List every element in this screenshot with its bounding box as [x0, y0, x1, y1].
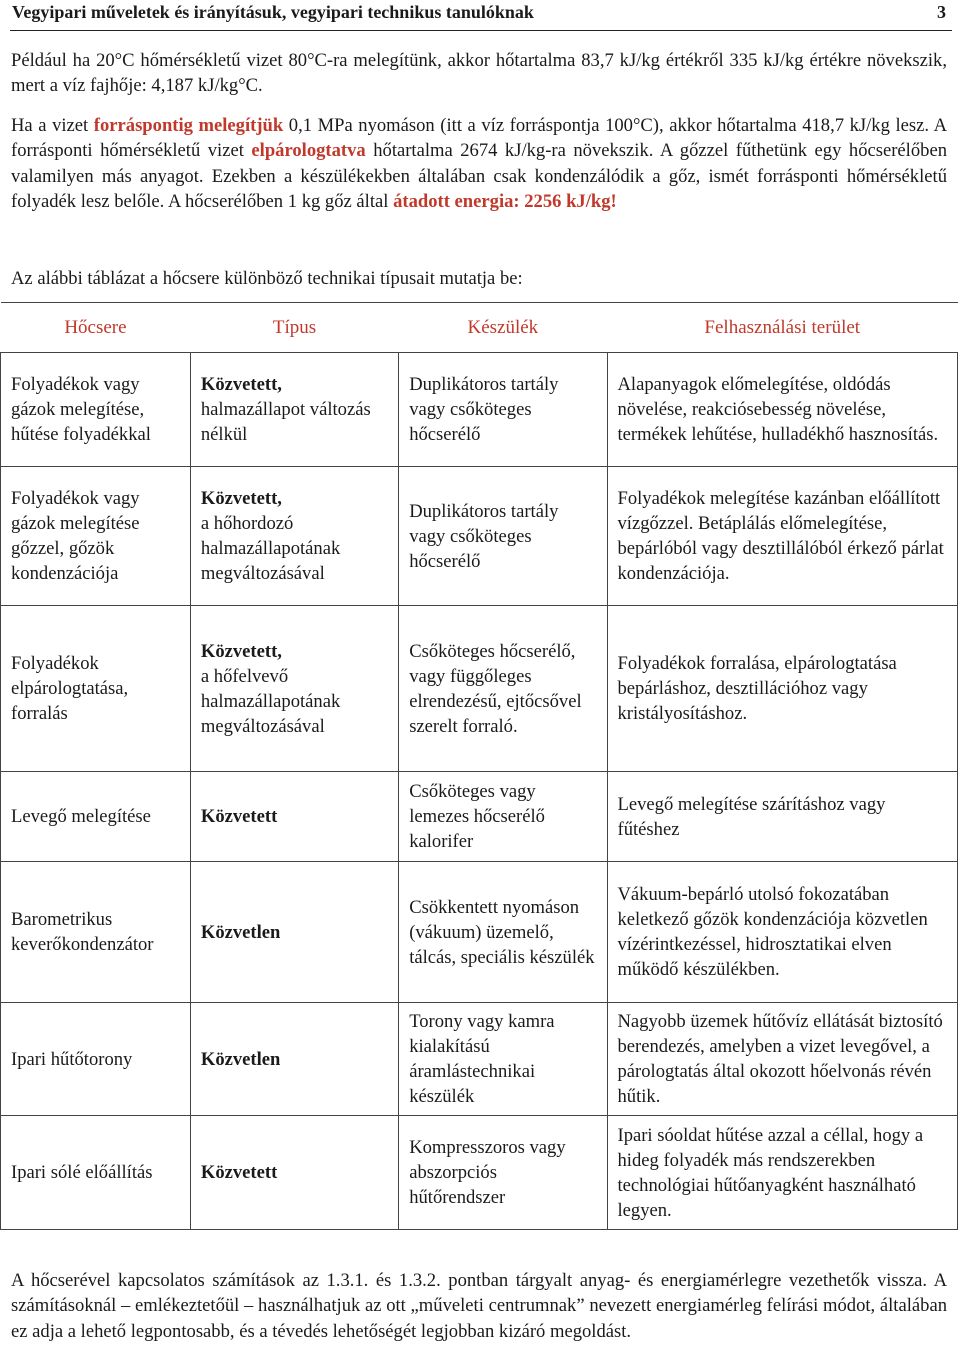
tipus-bold: Közvetett, [200, 488, 282, 509]
cell-tipus: Közvetlen [190, 862, 398, 1003]
table-row [1, 862, 958, 1003]
table-row [1, 467, 958, 606]
paragraph-intro: Például ha 20°C hőmérsékletű vizet 80°C-ra melegítünk, akkor hőtartalma 83,7 kJ/kg értékről 335 kJ/kg értékre növekszik, mert a víz fajhője: 4,187 kJ/kg°C. [11, 50, 947, 97]
cell-tipus: Közvetlen [190, 1003, 398, 1116]
cell-terulet: Folyadékok melegítése kazánban előállított vízgőzzel. Betáplálás előmelegítése, bepárlóból vagy desztillálóból érkező párlat kondenzációja. [607, 467, 958, 606]
page-header [10, 0, 952, 31]
tipus-bold: Közvetett, [200, 374, 282, 395]
table-row [1, 606, 958, 772]
cell-hocsere: Levegő melegítése [1, 772, 191, 862]
cell-hocsere: Barometrikus keverőkondenzátor [1, 862, 191, 1003]
cell-hocsere: Ipari hűtőtorony [1, 1003, 191, 1116]
cell-terulet: Nagyobb üzemek hűtővíz ellátását biztosító berendezés, amelyben a vizet levegővel, a párologtatás által okozott hőelvonás révén hűtik. [607, 1003, 958, 1116]
column-header-terulet: Felhasználási terület [607, 303, 958, 353]
table-row [1, 353, 958, 467]
heat-exchange-table [0, 302, 958, 1230]
cell-tipus: Közvetett [190, 772, 398, 862]
cell-keszulek: Torony vagy kamra kialakítású áramlástechnikai készülék [399, 1003, 607, 1116]
highlight-evaporating: elpárologtatva [251, 140, 366, 162]
tipus-rest: a hőhordozó halmazállapotának megváltozásával [200, 513, 341, 584]
cell-terulet: Folyadékok forralása, elpárologtatása bepárláshoz, desztillációhoz vagy kristályosításhoz. [607, 606, 958, 772]
highlight-boiling: forráspontig melegítjük [93, 115, 284, 136]
text-span: Ha a vizet [11, 115, 94, 136]
cell-tipus: Közvetett [190, 1116, 398, 1230]
paragraph-boiling [11, 113, 947, 215]
text-span: hőtartalma 2674 kJ/kg-ra növekszik. A gőzzel fűthetünk egy hőcserélőben valamilyen más anyagot. Ezekben a készülékekben általában csak kondenzálódik a gőz, ismét forrásponti hőmérsékletű folyadék lesz belőle. A hőcserélőben 1 kg gőz által [11, 140, 947, 213]
tipus-bold: Közvetett, [200, 640, 282, 662]
tipus-rest: halmazállapot változás nélkül [200, 399, 371, 445]
cell-keszulek: Duplikátoros tartály vagy csőköteges hőcserélő [399, 467, 607, 606]
header-title: Vegyipari műveletek és irányításuk, vegyipari technikus tanulóknak [12, 2, 534, 22]
highlight-energy: átadott energia: 2256 kJ/kg! [393, 191, 617, 213]
table-header-row [1, 303, 958, 353]
cell-keszulek: Duplikátoros tartály vagy csőköteges hőcserélő [399, 353, 607, 467]
cell-terulet: Vákuum-bepárló utolsó fokozatában keletkező gőzök kondenzációja közvetlen vízérintkezéssel, hidrosztatikai elven működő készülékben. [607, 862, 958, 1003]
text-span: 0,1 MPa nyomáson (itt a víz forráspontja 100°C), akkor hőtartalma 418,7 kJ/kg lesz. A forrásponti hőmérsékletű vizet [11, 115, 947, 162]
column-header-tipus: Típus [190, 303, 398, 353]
cell-hocsere: Folyadékok elpárologtatása, forralás [1, 606, 191, 772]
cell-terulet: Ipari sóoldat hűtése azzal a céllal, hogy a hideg folyadék más rendszerekben technológiai hűtőanyagként használható legyen. [607, 1116, 958, 1230]
column-header-keszulek: Készülék [399, 303, 607, 353]
cell-hocsere: Folyadékok vagy gázok melegítése, hűtése folyadékkal [1, 353, 191, 467]
cell-terulet: Levegő melegítése szárításhoz vagy fűtéshez [607, 772, 958, 862]
table-row [1, 1003, 958, 1116]
cell-hocsere: Ipari sólé előállítás [1, 1116, 191, 1230]
cell-tipus [190, 467, 398, 606]
column-header-hocsere: Hőcsere [1, 303, 191, 353]
table-row [1, 772, 958, 862]
paragraph-calculation: A hőcserével kapcsolatos számítások az 1.3.1. és 1.3.2. pontban tárgyalt anyag- és energiamérlegre vezethetők vissza. A számításoknál – emlékeztetőül – használhatjuk az ott „műveleti centrumnak” nevezett energiamérleg felírási módot, általában ez adja a lehető legpontosabb, és a tévedés lehetőségét legjobban kizáró megoldást. [11, 1270, 947, 1342]
cell-keszulek: Csökkentett nyomáson (vákuum) üzemelő, tálcás, speciális készülék [399, 862, 607, 1003]
cell-keszulek: Csőköteges hőcserélő, vagy függőleges elrendezésű, ejtőcsővel szerelt forraló. [399, 606, 607, 772]
cell-terulet: Alapanyagok előmelegítése, oldódás növelése, reakciósebesség növelése, termékek lehűtése, hulladékhő hasznosítás. [607, 353, 958, 467]
cell-keszulek: Csőköteges vagy lemezes hőcserélő kalorifer [399, 772, 607, 862]
tipus-rest: a hőfelvevő halmazállapotának megváltozásával [200, 665, 341, 737]
cell-tipus [190, 353, 398, 467]
table-row [1, 1116, 958, 1230]
page-number: 3 [937, 2, 946, 22]
paragraph-table-intro: Az alábbi táblázat a hőcsere különböző technikai típusait mutatja be: [11, 268, 523, 289]
cell-tipus [190, 606, 398, 772]
cell-keszulek: Kompresszoros vagy abszorpciós hűtőrendszer [399, 1116, 607, 1230]
cell-hocsere: Folyadékok vagy gázok melegítése gőzzel, gőzök kondenzációja [1, 467, 191, 606]
